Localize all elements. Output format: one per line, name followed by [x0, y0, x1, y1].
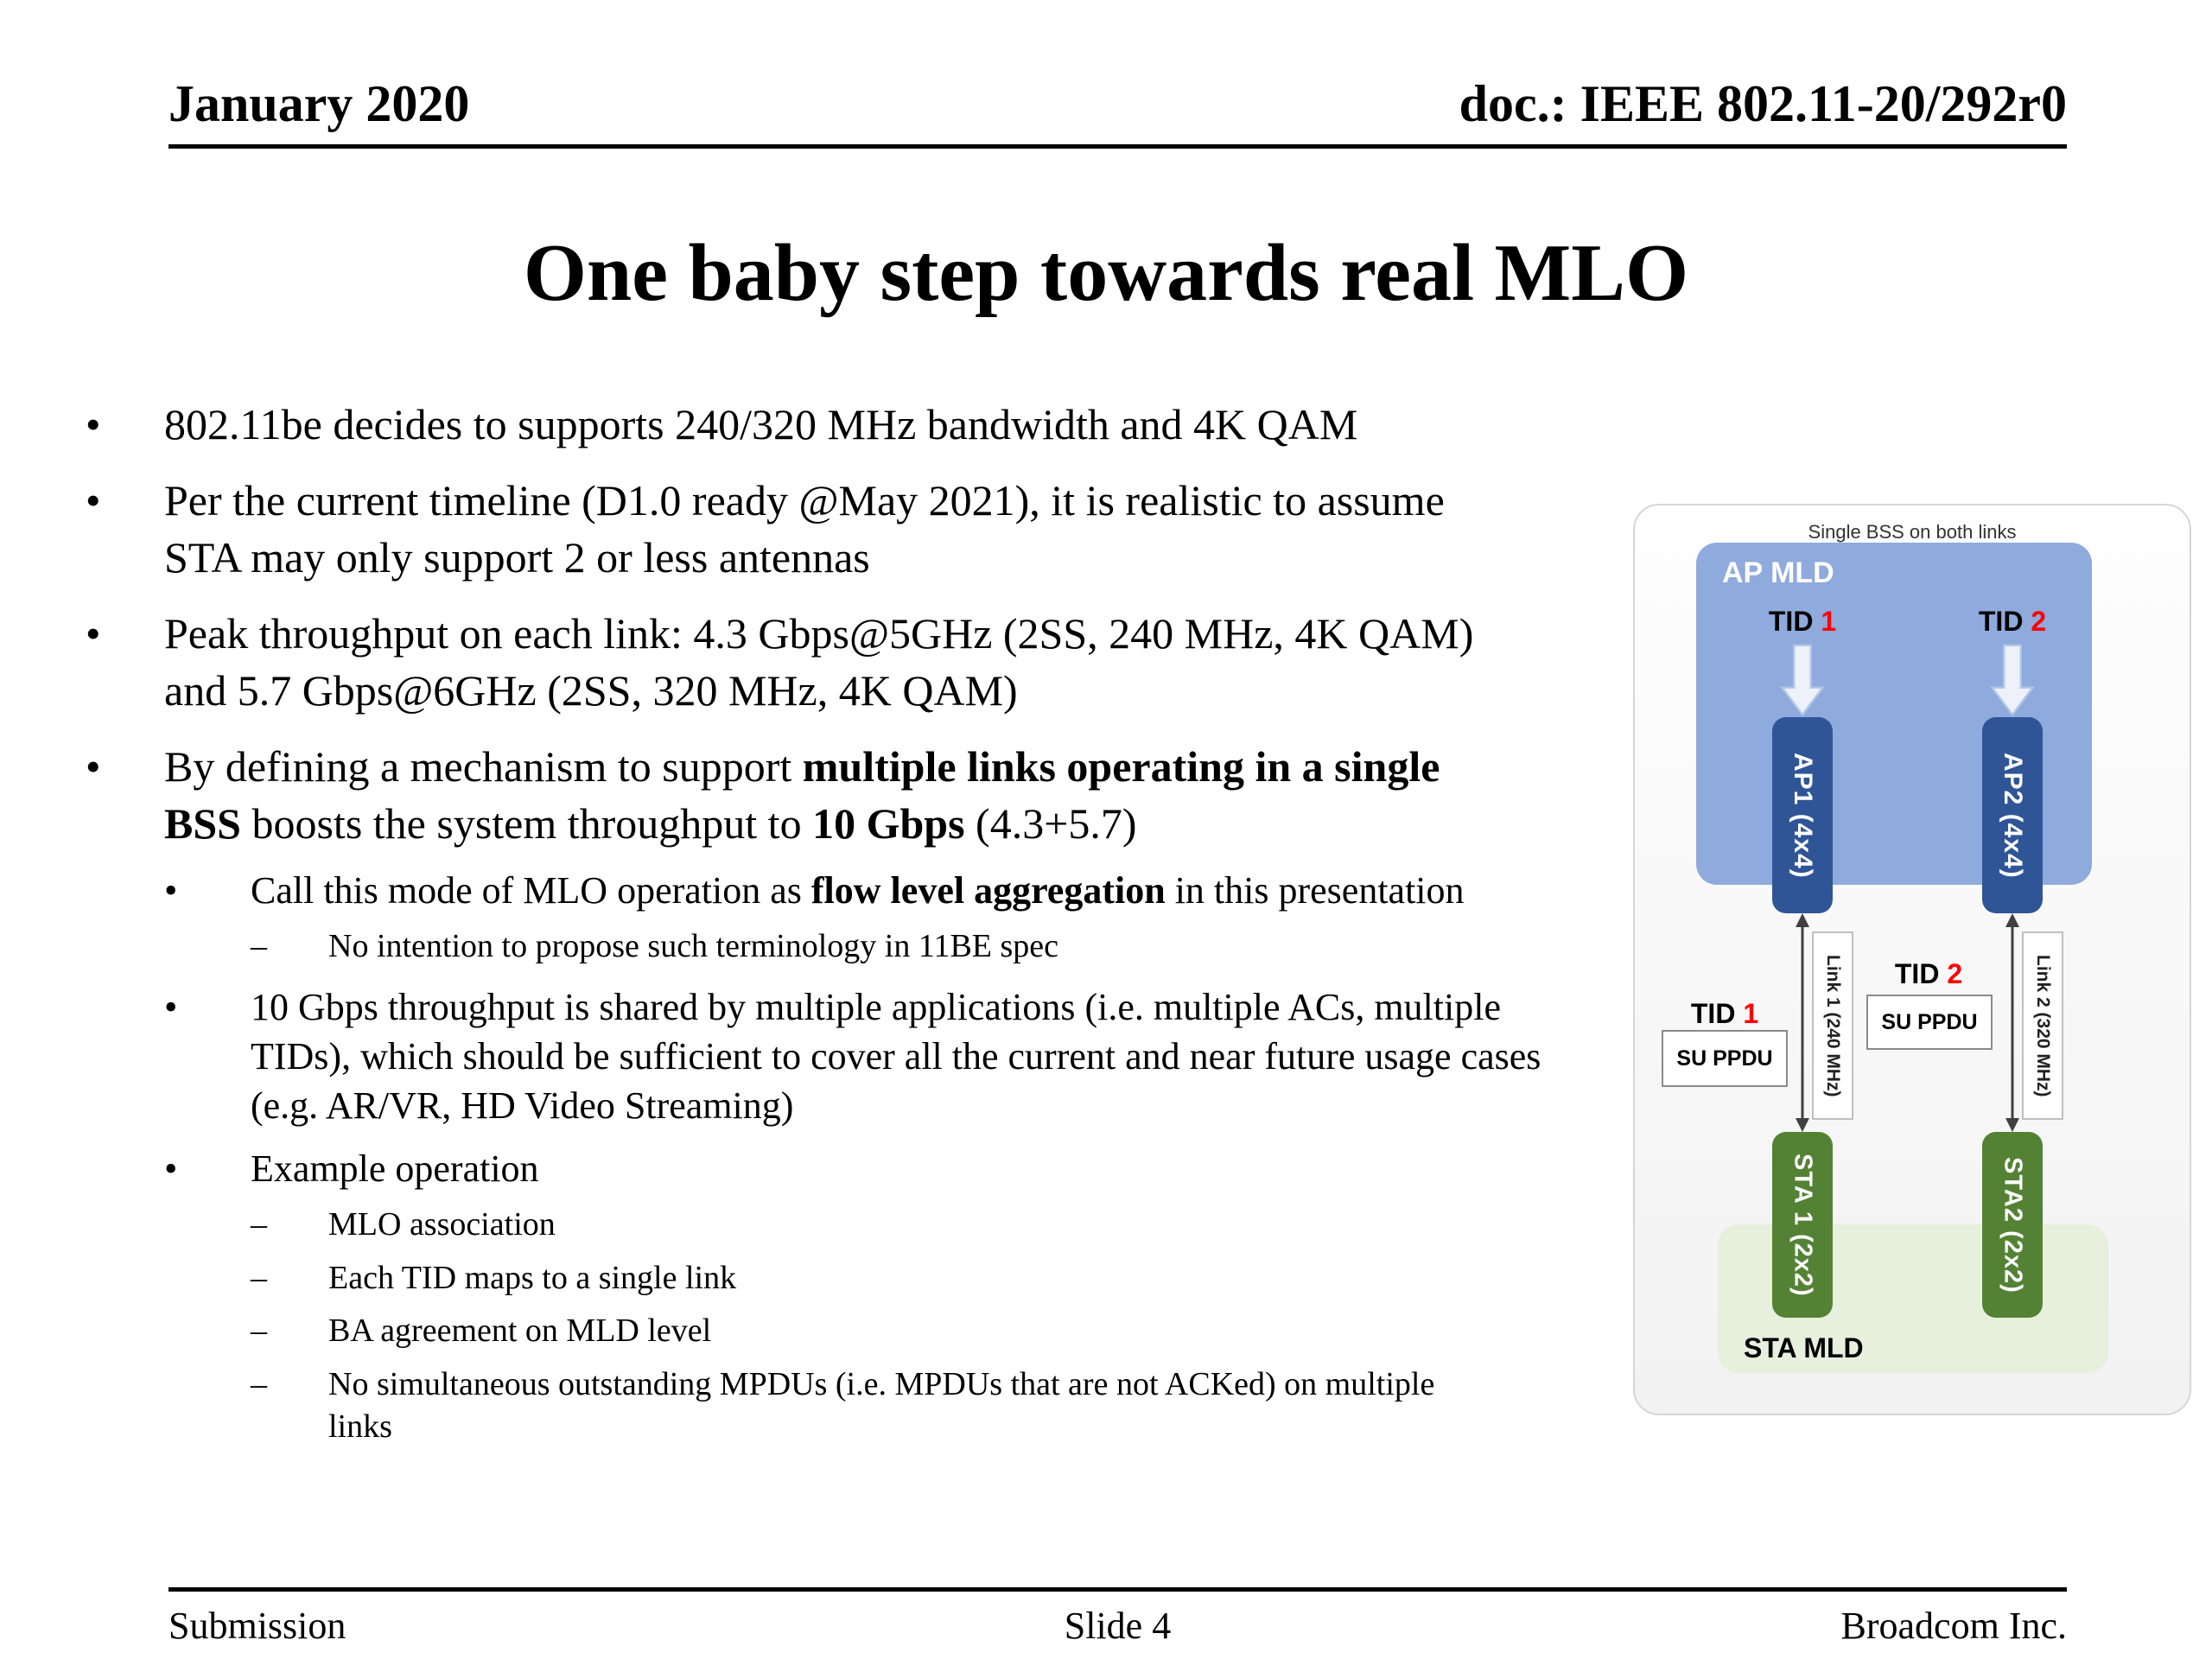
bullet-item-level-1	[86, 738, 1633, 852]
header-doc-number: doc.: IEEE 802.11-20/292r0	[1459, 75, 2067, 132]
bullet-item-level-2	[164, 1144, 1633, 1193]
su-ppdu-box-1: SU PPDU	[1662, 1030, 1788, 1087]
link2-double-arrow-icon	[2001, 913, 2024, 1132]
bullet-marker: •	[164, 985, 178, 1028]
bullet-marker: –	[251, 928, 267, 965]
bullet-item-level-3	[251, 925, 1633, 968]
bullet-text: Peak throughput on each link: 4.3 Gbps@5GHz (2SS, 240 MHz, 4K QAM) and 5.7 Gbps@6GHz (2SS, 320 MHz, 4K QAM)	[164, 609, 1474, 715]
slide-title: One baby step towards real MLO	[523, 228, 1689, 318]
bullet-item-level-3	[251, 1204, 1633, 1246]
bullet-marker: –	[251, 1365, 267, 1402]
tid1-down-arrow-icon	[1780, 644, 1825, 716]
footer-submission: Submission	[168, 1605, 346, 1647]
bullet-text: 10 Gbps throughput is shared by multiple applications (i.e. multiple ACs, multiple TIDs), which should be sufficient to cover all the current and near future usage cases (e.g. AR/VR, HD Video Streaming)	[251, 985, 1541, 1127]
bullet-item-level-1	[86, 605, 1633, 719]
bullet-item-level-1	[86, 396, 1633, 453]
bullet-marker: –	[251, 1206, 267, 1243]
tid1-number: 1	[1821, 606, 1837, 637]
tid-prefix: TID	[1894, 958, 1948, 989]
slide-header	[168, 74, 2067, 149]
bullet-item-level-2	[164, 982, 1633, 1131]
bullet-marker: –	[251, 1313, 267, 1350]
bullet-text: By defining a mechanism to support multiple links operating in a single BSS boosts the system throughput to 10 Gbps (4.3+5.7)	[164, 742, 1440, 848]
bullet-text: BA agreement on MLD level	[328, 1313, 712, 1350]
tid-prefix: TID	[1690, 998, 1744, 1029]
bullet-text: Example operation	[251, 1147, 539, 1191]
tid-prefix: TID	[1978, 606, 2031, 637]
footer-divider	[168, 1587, 2067, 1592]
bullet-text: Per the current timeline (D1.0 ready @May 2021), it is realistic to assume STA may only support 2 or less antennas	[164, 476, 1445, 582]
ap-mld-label: AP MLD	[1722, 556, 1834, 589]
sta2-label: STA2 (2x2)	[1999, 1156, 2027, 1294]
tid2-number: 2	[2031, 606, 2047, 637]
su-ppdu-box-2: SU PPDU	[1866, 995, 1993, 1050]
tid1-label-mid	[1656, 998, 1794, 1030]
bullet-marker: •	[86, 609, 101, 658]
tid2-down-arrow-icon	[1990, 644, 2035, 716]
sta1-label: STA 1 (2x2)	[1789, 1153, 1817, 1297]
sta1-box	[1772, 1132, 1833, 1318]
link1-label: Link 1 (240 MHz)	[1823, 954, 1843, 1097]
tid2-number: 2	[1947, 958, 1963, 989]
ap1-label: AP1 (4x4)	[1789, 752, 1817, 879]
tid1-label-top	[1733, 606, 1872, 638]
tid2-label-mid	[1859, 958, 1998, 990]
bullet-text: No intention to propose such terminology in 11BE spec	[328, 928, 1059, 965]
bullet-marker: •	[86, 476, 101, 524]
diagram-caption: Single BSS on both links	[1808, 521, 2017, 543]
ap2-box	[1982, 717, 2043, 913]
link1-label-box	[1812, 931, 1853, 1120]
bullet-text: MLO association	[328, 1206, 556, 1243]
mlo-diagram	[1633, 504, 2191, 1415]
slide-footer	[168, 1604, 2067, 1648]
bullet-item-level-3	[251, 1363, 1633, 1449]
tid-prefix: TID	[1768, 606, 1821, 637]
bullet-item-level-3	[251, 1257, 1633, 1300]
bullet-marker: •	[86, 400, 101, 448]
sta2-box	[1982, 1132, 2043, 1318]
bullet-list	[0, 377, 1633, 1448]
bullet-item-level-2	[164, 866, 1633, 915]
link1-double-arrow-icon	[1791, 913, 1814, 1132]
bullet-marker: •	[164, 1147, 178, 1191]
bullet-text: Call this mode of MLO operation as flow level aggregation in this presentation	[251, 869, 1465, 912]
bullet-text: No simultaneous outstanding MPDUs (i.e. MPDUs that are not ACKed) on multiple links	[328, 1365, 1435, 1445]
bullet-item-level-3	[251, 1310, 1633, 1352]
link2-label-box	[2022, 931, 2063, 1120]
bullet-marker: •	[164, 869, 178, 912]
bullet-text: 802.11be decides to supports 240/320 MHz bandwidth and 4K QAM	[164, 400, 1358, 448]
tid2-label-top	[1943, 606, 2082, 638]
footer-slide-number: Slide 4	[1064, 1605, 1172, 1647]
ap1-box	[1772, 717, 1833, 913]
link2-label: Link 2 (320 MHz)	[2033, 954, 2053, 1097]
sta-mld-label: STA MLD	[1744, 1332, 1864, 1363]
tid1-number: 1	[1743, 998, 1759, 1029]
bullet-marker: •	[86, 742, 101, 791]
ap2-label: AP2 (4x4)	[1999, 752, 2027, 879]
bullet-marker: –	[251, 1259, 267, 1296]
footer-company: Broadcom Inc.	[1840, 1605, 2067, 1647]
header-date: January 2020	[168, 75, 470, 132]
bullet-item-level-1	[86, 472, 1633, 586]
bullet-text: Each TID maps to a single link	[328, 1259, 737, 1296]
